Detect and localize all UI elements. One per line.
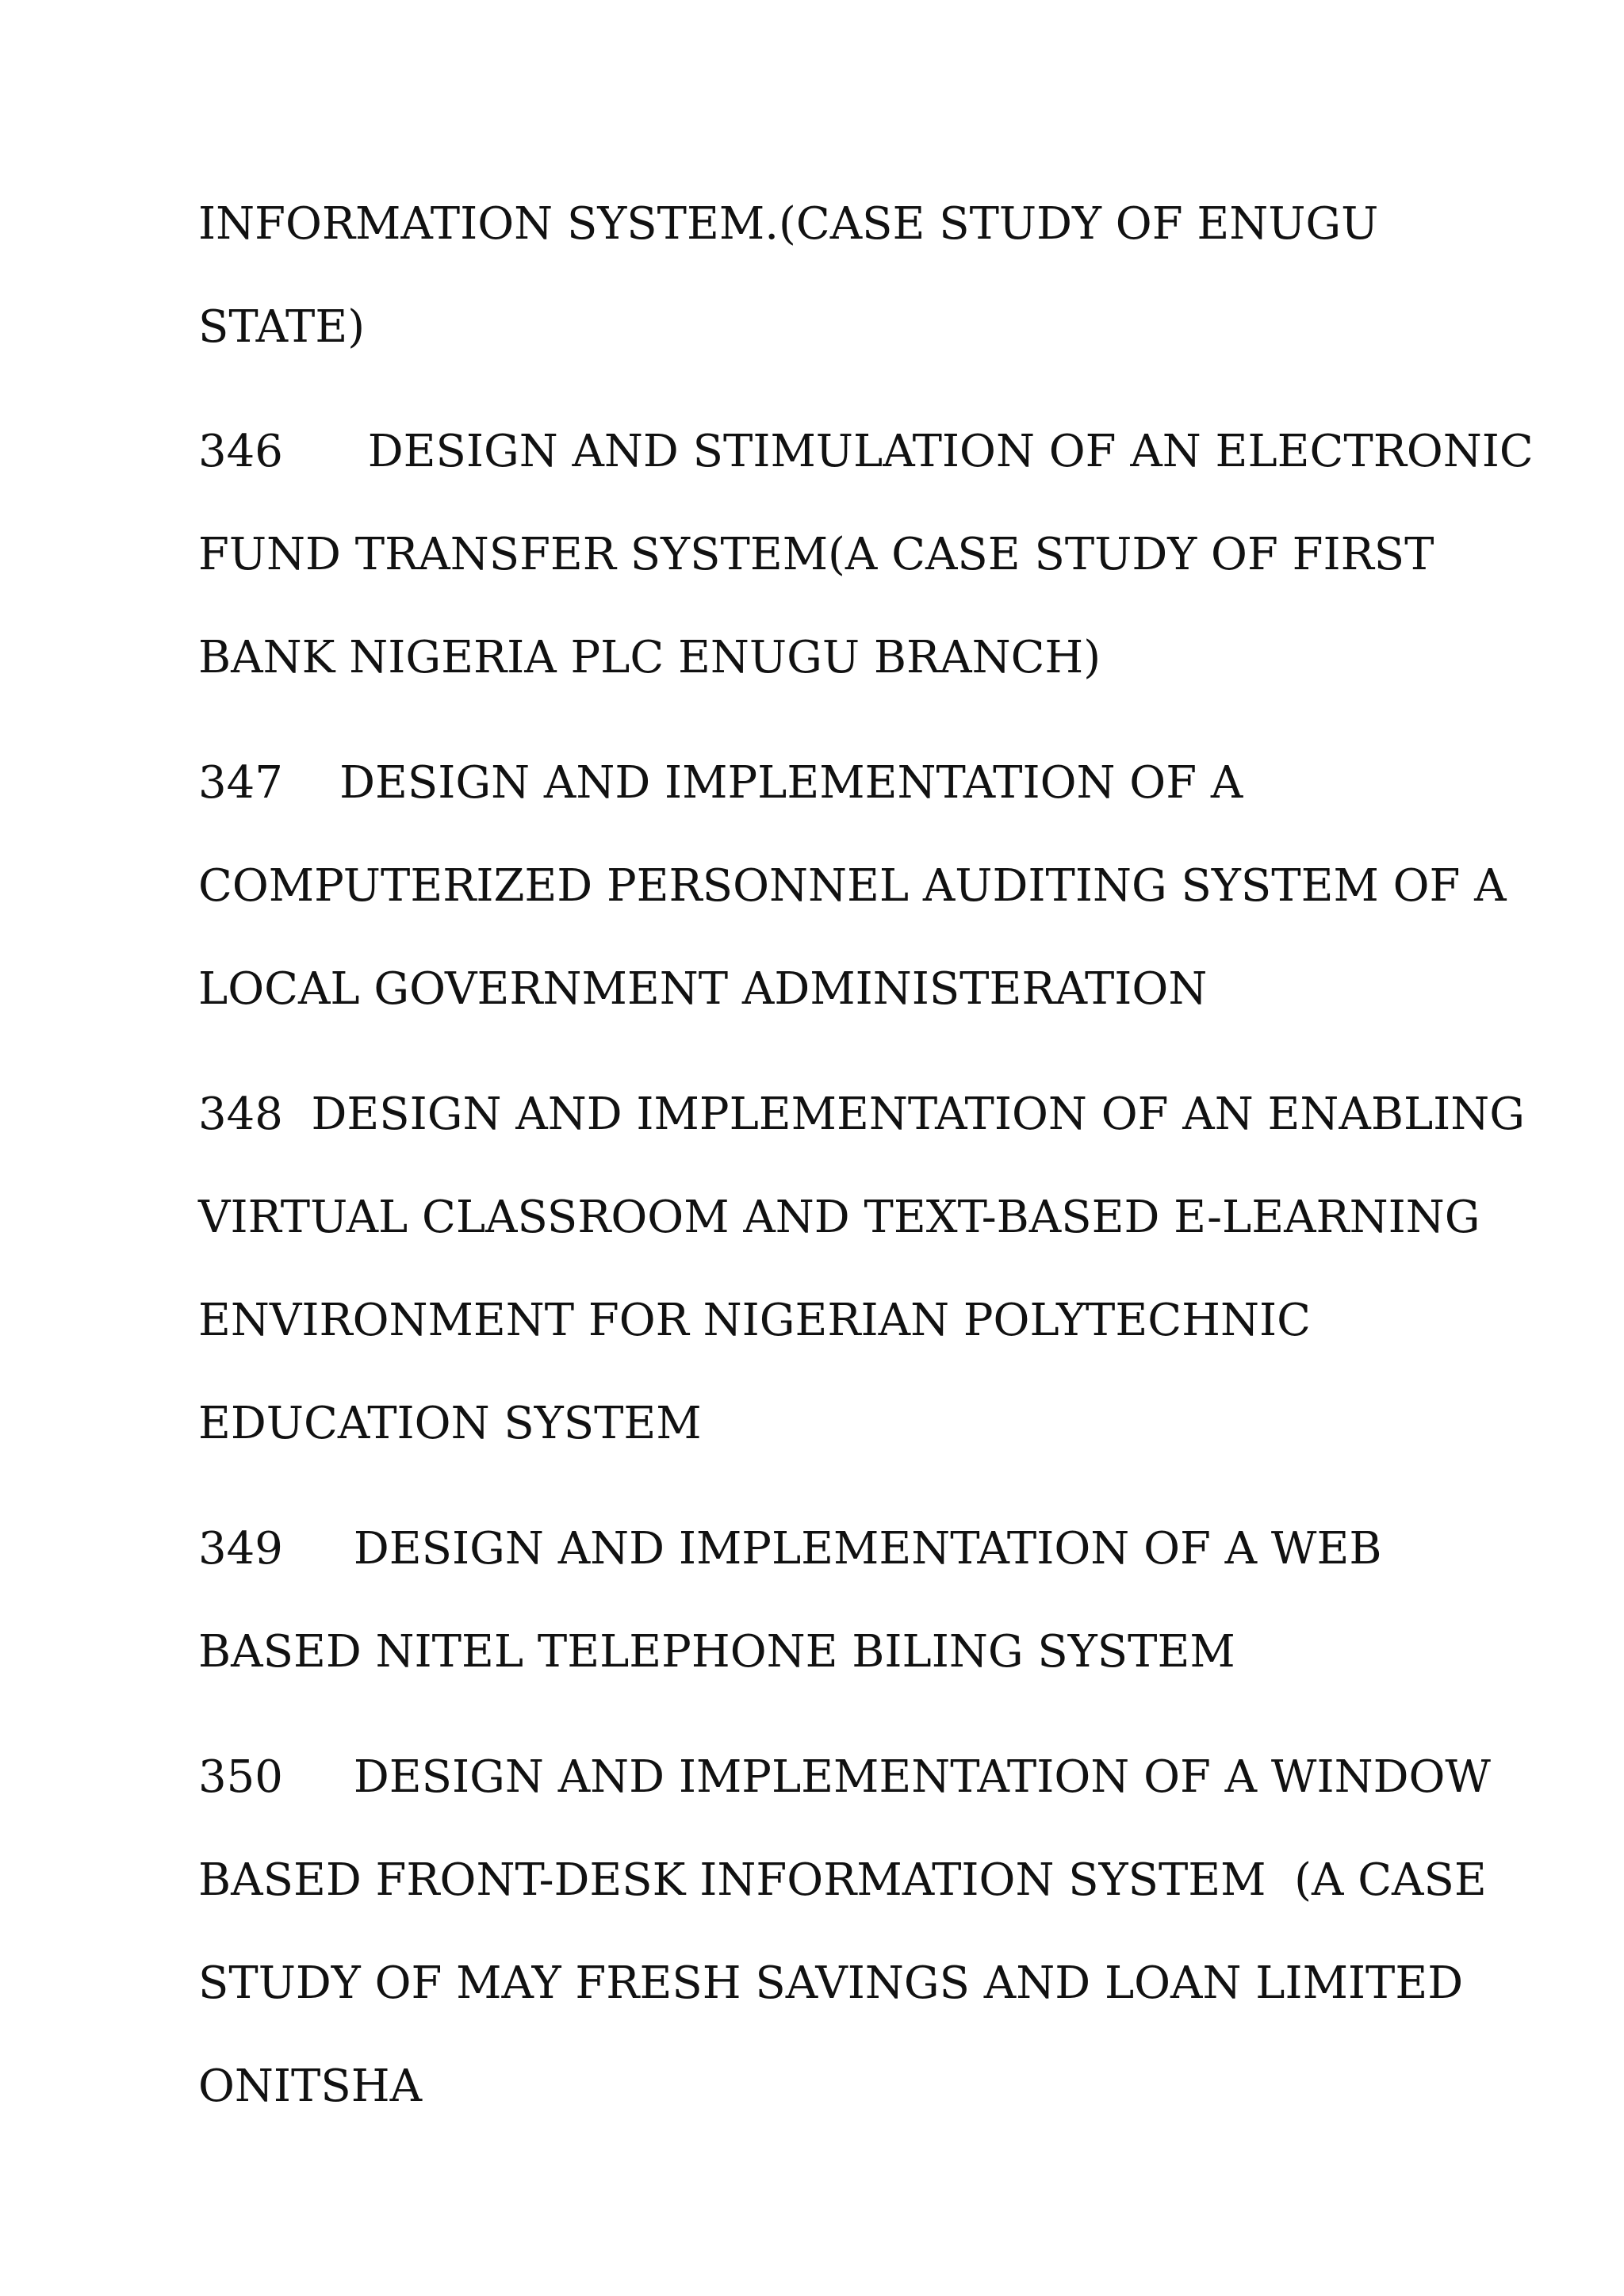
- text-line: COMPUTERIZED PERSONNEL AUDITING SYSTEM OF A: [198, 860, 1507, 912]
- text-line: FUND TRANSFER SYSTEM(A CASE STUDY OF FIRST: [198, 529, 1434, 580]
- text-line: BASED NITEL TELEPHONE BILING SYSTEM: [198, 1626, 1235, 1678]
- text-line: STATE): [198, 301, 366, 353]
- text-line: LOCAL GOVERNMENT ADMINISTERATION: [198, 963, 1208, 1015]
- text-line: STUDY OF MAY FRESH SAVINGS AND LOAN LIMITED: [198, 1957, 1464, 2009]
- text-line: VIRTUAL CLASSROOM AND TEXT-BASED E-LEARNING: [198, 1192, 1480, 1243]
- text-line: ENVIRONMENT FOR NIGERIAN POLYTECHNIC: [198, 1295, 1311, 1346]
- text-line: 349 DESIGN AND IMPLEMENTATION OF A WEB: [198, 1523, 1382, 1575]
- text-line: ONITSHA: [198, 2061, 423, 2112]
- text-line: 348 DESIGN AND IMPLEMENTATION OF AN ENABLING: [198, 1089, 1526, 1140]
- text-line: EDUCATION SYSTEM: [198, 1398, 702, 1449]
- text-line: BASED FRONT-DESK INFORMATION SYSTEM (A CASE: [198, 1854, 1487, 1906]
- text-line: BANK NIGERIA PLC ENUGU BRANCH): [198, 632, 1101, 683]
- text-line: 346 DESIGN AND STIMULATION OF AN ELECTRONIC: [198, 426, 1534, 477]
- text-line: INFORMATION SYSTEM.(CASE STUDY OF ENUGU: [198, 198, 1379, 250]
- text-line: 347 DESIGN AND IMPLEMENTATION OF A: [198, 757, 1243, 809]
- text-line: 350 DESIGN AND IMPLEMENTATION OF A WINDOW: [198, 1751, 1491, 1803]
